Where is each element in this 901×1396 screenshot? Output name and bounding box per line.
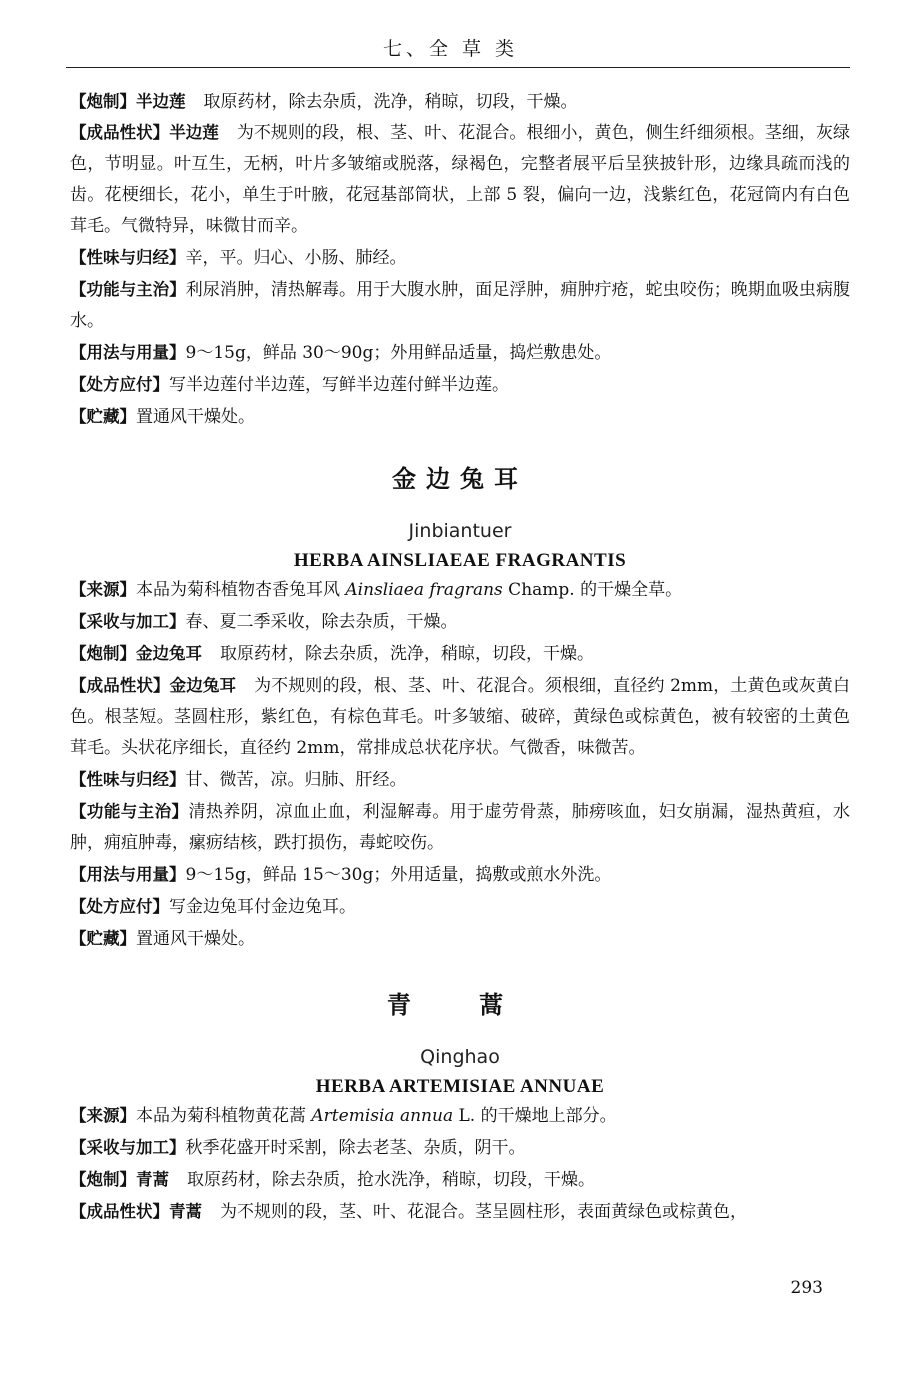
s1-chengpin (70, 117, 850, 242)
header-rule (66, 67, 850, 68)
s3-title-pinyin: Qinghao (420, 1046, 500, 1068)
s1-xingwei (70, 242, 850, 274)
s3-title-cn: 青 蒿 (386, 991, 534, 1019)
s3-laiyuan-label: 【来源】 (70, 1106, 136, 1125)
s2-chengpin-term: 金边兔耳 (169, 676, 237, 695)
s1-zhucang-text: 置通风干燥处。 (136, 407, 255, 427)
s2-paozhi-term: 金边兔耳 (136, 644, 202, 663)
s1-paozhi (70, 86, 850, 117)
s1-zhucang (70, 401, 850, 433)
s1-paozhi-text: 取原药材，除去杂质，洗净，稍晾，切段，干燥。 (203, 92, 578, 112)
s2-laiyuan-text-after: Champ. 的干燥全草。 (502, 580, 683, 600)
s2-chengpin-text: 为不规则的段，根、茎、叶、花混合。须根细，直径约 2mm，土黄色或灰黄白色。根茎短。茎圆柱形，紫红色，有棕色茸毛。叶多皱缩、破碎，黄绿色或棕黄色，被有较密的土黄色茸毛。头状花序细长，直径约 2mm，常排成总状花序状。气微香，味微苦。 (70, 676, 850, 758)
s3-laiyuan-latin: Artemisia annua (311, 1106, 454, 1126)
s2-caishou (70, 606, 850, 638)
s3-caishou (70, 1132, 850, 1164)
s1-chufang-text: 写半边莲付半边莲，写鲜半边莲付鲜半边莲。 (169, 375, 509, 395)
s3-caishou-label: 【采收与加工】 (70, 1138, 186, 1157)
s2-zhucang (70, 923, 850, 955)
s2-gongneng (70, 796, 850, 859)
s2-chufang-text: 写金边兔耳付金边兔耳。 (169, 897, 356, 917)
s2-chengpin-label: 【成品性状】 (70, 676, 170, 695)
s2-xingwei-text: 甘、微苦，凉。归肺、肝经。 (185, 770, 407, 790)
s2-laiyuan (70, 574, 850, 606)
page-number: 293 (790, 1278, 823, 1298)
s1-chengpin-term: 半边莲 (169, 123, 219, 142)
s2-gongneng-text: 清热养阴，凉血止血，利湿解毒。用于虚劳骨蒸，肺痨咳血，妇女崩漏，湿热黄疸，水肿，痈疽肿毒，瘰疬结核，跌打损伤，毒蛇咬伤。 (70, 802, 851, 853)
s2-zhucang-text: 置通风干燥处。 (136, 929, 255, 949)
s1-zhucang-label: 【贮藏】 (70, 407, 136, 426)
s3-laiyuan-text-before: 本品为菊科植物黄花蒿 (136, 1106, 312, 1126)
s1-gongneng-text: 利尿消肿，清热解毒。用于大腹水肿，面足浮肿，痈肿疔疮，蛇虫咬伤；晚期血吸虫病腹水。 (70, 280, 850, 331)
s1-xingwei-label: 【性味与归经】 (70, 248, 186, 267)
s1-yongfa-label: 【用法与用量】 (70, 343, 186, 362)
s1-chengpin-label: 【成品性状】 (70, 123, 170, 142)
s2-title-latin: HERBA AINSLIAEAE FRAGRANTIS (293, 550, 627, 571)
s2-paozhi (70, 638, 850, 670)
s2-laiyuan-latin: Ainsliaea fragrans (345, 580, 503, 600)
s1-paozhi-label: 【炮制】 (70, 92, 136, 111)
s2-yongfa-label: 【用法与用量】 (70, 865, 186, 884)
s3-paozhi-term: 青蒿 (136, 1170, 169, 1189)
s3-title-latin: HERBA ARTEMISIAE ANNUAE (315, 1076, 605, 1097)
s3-chengpin-term: 青蒿 (169, 1202, 202, 1221)
s2-chufang-label: 【处方应付】 (70, 897, 169, 916)
s1-gongneng (70, 274, 850, 337)
s2-chengpin (70, 670, 850, 764)
s2-yongfa (70, 859, 850, 891)
s1-chengpin-text: 为不规则的段，根、茎、叶、花混合。根细小，黄色，侧生纤细须根。茎细，灰绿色，节明显。叶互生，无柄，叶片多皱缩或脱落，绿褐色，完整者展平后呈狭披针形，边缘具疏而浅的齿。花梗细长，花小，单生于叶腋，花冠基部筒状，上部 5 裂，偏向一边，浅紫红色，花冠筒内有白色茸毛。气微特异，味微甘而辛。 (70, 123, 851, 236)
s2-zhucang-label: 【贮藏】 (70, 929, 136, 948)
s3-laiyuan-text-after: L. 的干燥地上部分。 (453, 1106, 617, 1126)
s3-chengpin (70, 1196, 850, 1228)
s3-laiyuan (70, 1100, 850, 1132)
s3-paozhi-text: 取原药材，除去杂质，抢水洗净，稍晾，切段，干燥。 (187, 1170, 595, 1190)
s2-paozhi-text: 取原药材，除去杂质，洗净，稍晾，切段，干燥。 (220, 644, 594, 664)
s1-chufang-label: 【处方应付】 (70, 375, 169, 394)
s2-xingwei (70, 764, 850, 796)
s2-chufang (70, 891, 850, 923)
s1-yongfa (70, 337, 850, 369)
s2-title-pinyin: Jinbiantuer (408, 520, 512, 542)
s2-caishou-label: 【采收与加工】 (70, 612, 186, 631)
s2-caishou-text: 春、夏二季采收，除去杂质，干燥。 (185, 612, 458, 632)
running-head: 七、全 草 类 (382, 38, 519, 60)
s2-yongfa-text: 9～15g，鲜品 15～30g；外用适量，捣敷或煎水外洗。 (185, 865, 612, 885)
s2-paozhi-label: 【炮制】 (70, 644, 136, 663)
s2-xingwei-label: 【性味与归经】 (70, 770, 186, 789)
s3-paozhi-label: 【炮制】 (70, 1170, 136, 1189)
s1-xingwei-text: 辛，平。归心、小肠、肺经。 (185, 248, 407, 268)
s3-chengpin-label: 【成品性状】 (70, 1202, 169, 1221)
s3-paozhi (70, 1164, 850, 1196)
s2-laiyuan-label: 【来源】 (70, 580, 136, 599)
page-content (70, 86, 850, 1228)
s1-paozhi-term: 半边莲 (136, 92, 186, 111)
s3-chengpin-text: 为不规则的段，茎、叶、花混合。茎呈圆柱形，表面黄绿色或棕黄色， (220, 1202, 747, 1222)
s3-caishou-text: 秋季花盛开时采割，除去老茎、杂质，阴干。 (185, 1138, 526, 1158)
s2-gongneng-label: 【功能与主治】 (70, 802, 189, 821)
s1-yongfa-text: 9～15g，鲜品 30～90g；外用鲜品适量，捣烂敷患处。 (185, 343, 612, 363)
s1-gongneng-label: 【功能与主治】 (70, 280, 186, 299)
s1-chufang (70, 369, 850, 401)
s2-title-cn: 金边兔耳 (392, 465, 528, 493)
s2-laiyuan-text-before: 本品为菊科植物杏香兔耳风 (136, 580, 346, 600)
